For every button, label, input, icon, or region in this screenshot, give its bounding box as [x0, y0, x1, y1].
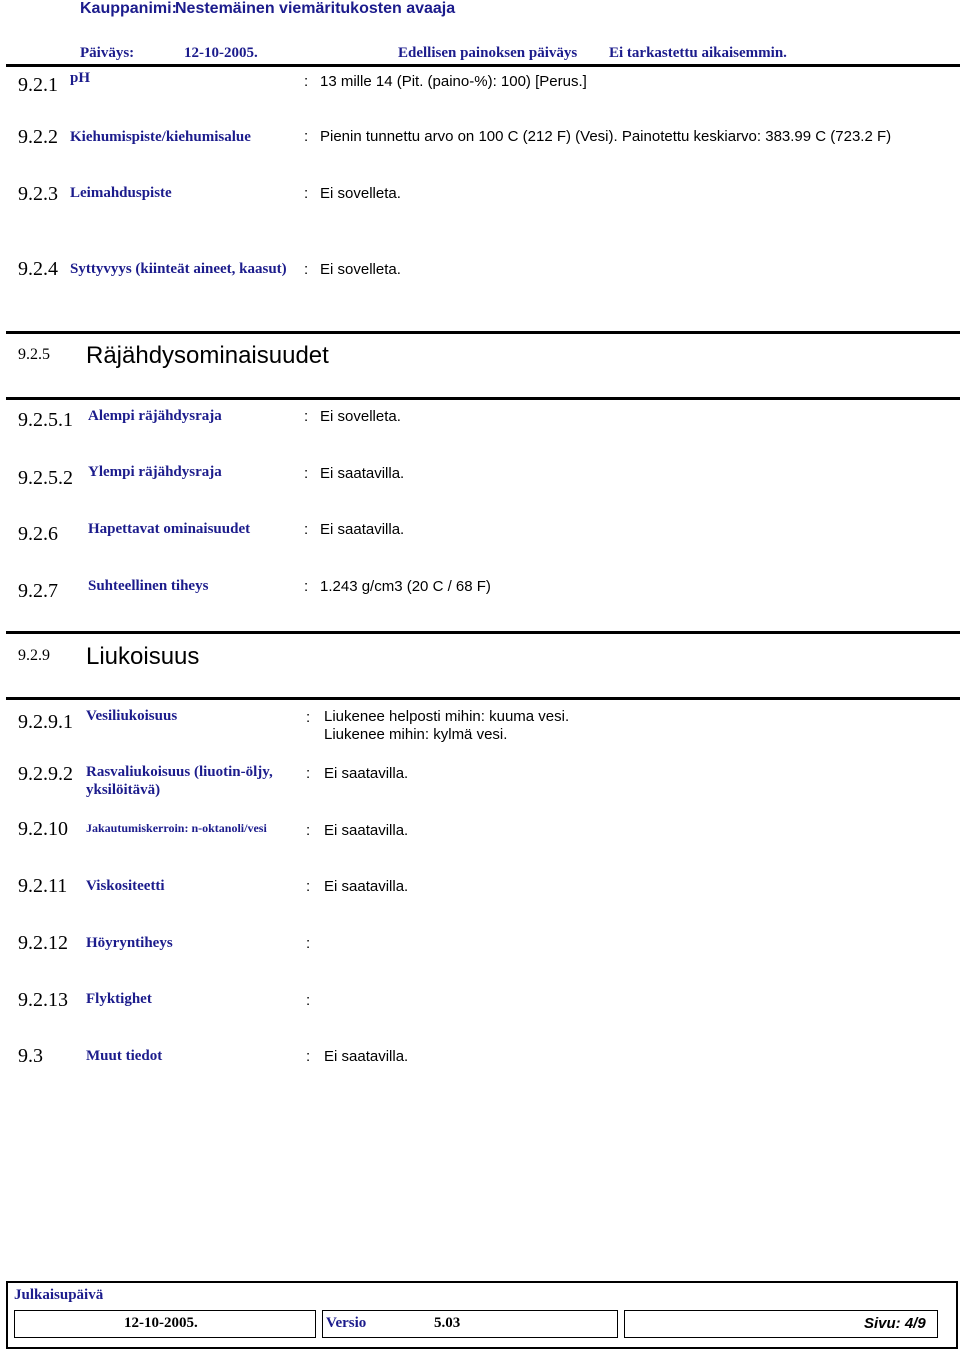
row-colon: : [304, 465, 309, 482]
row-number: 9.2.10 [18, 818, 68, 840]
footer-page-label: Sivu: 4/9 [864, 1315, 926, 1332]
row-value-line2: Liukenee mihin: kylmä vesi. [324, 726, 508, 743]
row-number: 9.2.3 [18, 183, 58, 205]
row-label: Flyktighet [86, 991, 152, 1007]
footer-pub-date: 12-10-2005. [124, 1315, 198, 1331]
row-number: 9.3 [18, 1045, 43, 1067]
footer-version-value: 5.03 [434, 1315, 461, 1331]
product-name: Nestemäinen viemäritukosten avaaja [175, 0, 456, 17]
row-value: 13 mille 14 (Pit. (paino-%): 100) [Perus.] [320, 73, 587, 90]
row-colon: : [304, 261, 309, 278]
section-rule [6, 631, 960, 634]
row-value: Ei saatavilla. [324, 878, 409, 895]
row-colon: : [306, 878, 311, 895]
product-label: Kauppanimi: [80, 0, 177, 17]
header-rule [6, 64, 960, 67]
row-value: Ei sovelleta. [320, 408, 401, 425]
row-label: Vesiliukoisuus [86, 708, 178, 724]
row-label: Kiehumispiste/kiehumisalue [70, 129, 251, 145]
row-value: Liukenee helposti mihin: kuuma vesi. [324, 708, 570, 725]
row-colon: : [306, 822, 311, 839]
row-number: 9.2.9.1 [18, 711, 73, 733]
row-colon: : [304, 185, 309, 202]
footer-pub-label: Julkaisupäivä [14, 1287, 104, 1303]
section-title: Räjähdysominaisuudet [86, 342, 329, 369]
row-number: 9.2.5.1 [18, 409, 73, 431]
section-rule [6, 331, 960, 334]
row-value: Ei saatavilla. [320, 465, 405, 482]
row-label: pH [70, 70, 91, 86]
row-value: Ei sovelleta. [320, 261, 401, 278]
row-colon: : [304, 521, 309, 538]
section-rule [6, 697, 960, 700]
row-value: Ei saatavilla. [320, 521, 405, 538]
row-colon: : [304, 578, 309, 595]
row-colon: : [306, 992, 311, 1009]
row-label: Leimahduspiste [70, 185, 172, 201]
section-number: 9.2.9 [18, 647, 50, 664]
row-label-line2: yksilöitävä) [86, 782, 161, 798]
row-number: 9.2.7 [18, 580, 58, 602]
row-label: Syttyvyys (kiinteät aineet, kaasut) [70, 261, 287, 277]
row-number: 9.2.9.2 [18, 763, 73, 785]
row-value: Ei saatavilla. [324, 822, 409, 839]
row-number: 9.2.11 [18, 875, 68, 897]
section-number: 9.2.5 [18, 346, 50, 363]
row-label: Rasvaliukoisuus (liuotin-öljy, [86, 764, 273, 780]
prev-print-label: Edellisen painoksen päiväys [398, 45, 578, 61]
row-label: Höyryntiheys [86, 935, 173, 951]
row-value: Ei saatavilla. [324, 1048, 409, 1065]
date-label: Päiväys: [80, 45, 135, 61]
row-colon: : [306, 765, 311, 782]
row-colon: : [304, 128, 309, 145]
section-rule [6, 397, 960, 400]
row-label: Jakautumiskerroin: n-oktanoli/vesi [86, 821, 267, 835]
row-number: 9.2.4 [18, 258, 58, 280]
row-label: Ylempi räjähdysraja [88, 464, 222, 480]
row-label: Muut tiedot [86, 1048, 163, 1064]
row-value: Pienin tunnettu arvo on 100 C (212 F) (Vesi). Painotettu keskiarvo: 383.99 C (723.2 F) [320, 128, 892, 145]
row-label: Viskositeetti [86, 878, 165, 894]
footer-version-box [322, 1310, 618, 1338]
row-number: 9.2.2 [18, 126, 58, 148]
row-number: 9.2.6 [18, 523, 58, 545]
row-colon: : [306, 935, 311, 952]
row-colon: : [304, 73, 309, 90]
row-value: Ei saatavilla. [324, 765, 409, 782]
prev-print-value: Ei tarkastettu aikaisemmin. [609, 45, 787, 61]
row-colon: : [304, 408, 309, 425]
row-number: 9.2.1 [18, 74, 58, 96]
row-number: 9.2.13 [18, 989, 68, 1011]
row-number: 9.2.5.2 [18, 467, 73, 489]
date-value: 12-10-2005. [184, 45, 258, 61]
row-number: 9.2.12 [18, 932, 68, 954]
row-value: Ei sovelleta. [320, 185, 401, 202]
footer-version-label: Versio [326, 1315, 367, 1331]
row-colon: : [306, 1048, 311, 1065]
row-label: Hapettavat ominaisuudet [88, 521, 251, 537]
row-label: Alempi räjähdysraja [88, 408, 222, 424]
row-colon: : [306, 709, 311, 726]
section-title: Liukoisuus [86, 643, 200, 670]
row-value: 1.243 g/cm3 (20 C / 68 F) [320, 578, 491, 595]
row-label: Suhteellinen tiheys [88, 578, 209, 594]
